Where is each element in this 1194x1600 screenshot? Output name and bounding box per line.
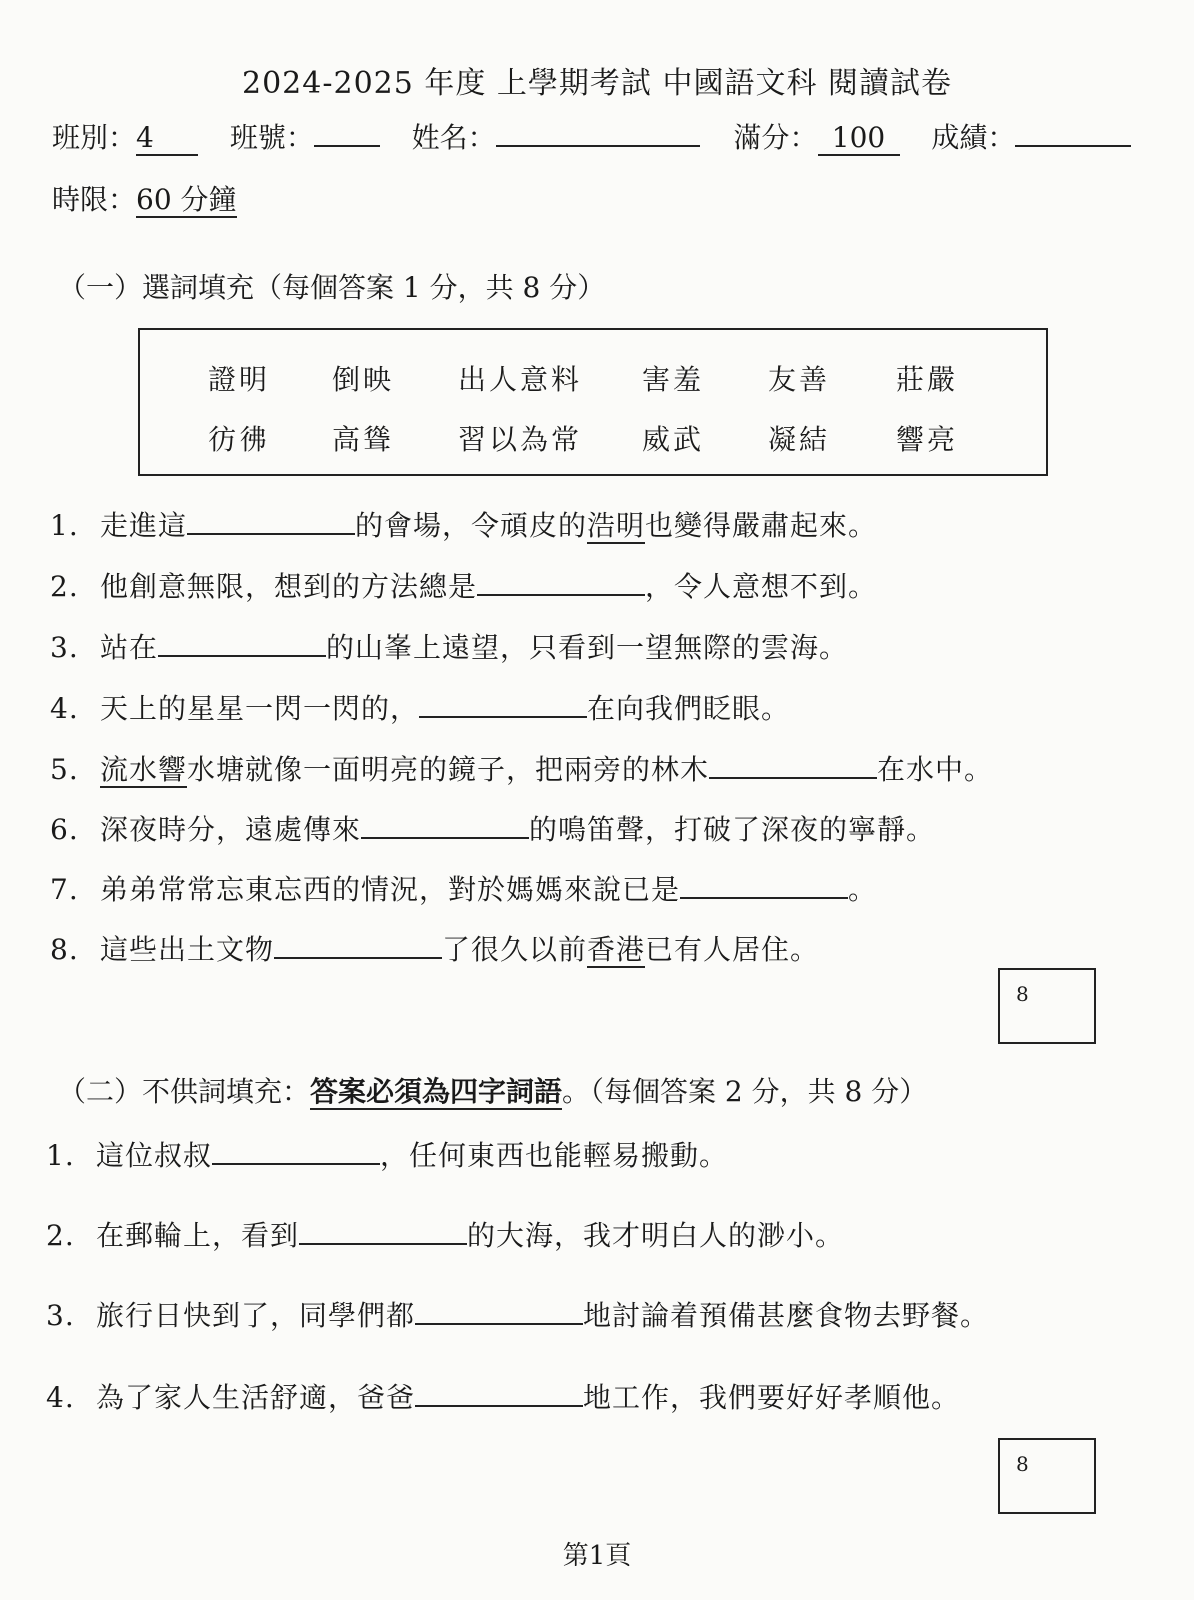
question-number: 7. [50,873,79,906]
question-row [46,1214,844,1254]
answer-blank[interactable] [187,509,355,535]
question-row [50,928,819,968]
question-text: 的鳴笛聲，打破了深夜的寧靜。 [529,813,936,846]
question-row [50,868,877,908]
question-number: 1. [46,1139,75,1172]
name-field[interactable] [496,145,700,147]
question-text: 他創意無限，想到的方法總是 [100,570,478,603]
question-text: 走進這 [100,509,188,542]
student-info-row [52,116,1131,156]
class-field[interactable] [136,123,198,156]
question-text: ，令人意想不到。 [645,570,878,603]
word-bank-item: 證明 [208,363,271,396]
question-text: 了很久以前 [442,933,588,966]
question-number: 3. [46,1299,75,1332]
page-title: 2024-2025 年度 上學期考試 中國語文科 閱讀試卷 [242,66,952,101]
proper-noun: 流水響 [100,753,188,786]
question-number: 8. [50,933,79,966]
word-bank-item: 響亮 [896,423,959,456]
question-row [50,687,790,727]
section1-title: （一）選詞填充（每個答案 1 分，共 8 分） [58,271,606,304]
answer-blank[interactable] [477,570,645,596]
question-row [46,1294,989,1334]
word-bank-item: 凝結 [768,423,831,456]
question-number: 5. [50,753,79,786]
proper-noun: 香港 [587,933,646,966]
question-row [50,808,935,848]
question-text: 旅行日快到了，同學們都 [96,1299,416,1332]
question-text: 這些出土文物 [100,933,275,966]
question-row [50,626,848,666]
question-number: 6. [50,813,79,846]
question-text: 。 [848,873,878,906]
question-number: 2. [50,570,79,603]
question-text: ，任何東西也能輕易搬動。 [380,1139,729,1172]
answer-blank[interactable] [415,1299,583,1325]
answer-blank[interactable] [299,1219,467,1245]
time-label: 時限： [52,183,137,216]
answer-blank[interactable] [274,933,442,959]
question-text: 在水中。 [877,753,994,786]
word-bank-item: 倒映 [332,363,395,396]
page-number: 第1頁 [562,1541,632,1571]
answer-blank[interactable] [212,1139,380,1165]
class-value: 4 [136,121,154,154]
question-number: 4. [50,692,79,725]
time-value: 60 分鐘 [136,183,237,216]
number-label: 班號： [229,121,314,154]
answer-blank[interactable] [680,873,848,899]
word-bank-item: 威武 [642,423,705,456]
question-text: 在向我們眨眼。 [587,692,791,725]
question-text: 天上的星星一閃一閃的， [100,692,420,725]
question-text: 已有人居住。 [645,933,820,966]
question-number: 2. [46,1219,75,1252]
question-row [50,565,877,605]
section2-score-value: 8 [1016,1452,1029,1476]
question-text: 站在 [100,631,159,664]
question-number: 3. [50,631,79,664]
answer-blank[interactable] [158,631,326,657]
question-text: 弟弟常常忘東忘西的情況，對於媽媽來說已是 [100,873,681,906]
number-field[interactable] [314,145,380,147]
section2-score-box[interactable] [998,1438,1096,1514]
word-bank-item: 莊嚴 [896,363,959,396]
answer-blank[interactable] [415,1381,583,1407]
question-text: 地討論着預備甚麼食物去野餐。 [583,1299,990,1332]
answer-blank[interactable] [361,813,529,839]
question-text: 為了家人生活舒適，爸爸 [96,1381,416,1414]
word-bank-item: 高聳 [332,423,395,456]
section2-title-a: （二）不供詞填充： [58,1075,311,1108]
word-bank [138,328,1048,476]
section2-title-emphasis: 答案必須為四字詞語 [310,1075,563,1108]
word-bank-item: 習以為常 [458,423,583,456]
answer-blank[interactable] [419,692,587,718]
answer-blank[interactable] [709,753,877,779]
word-bank-item: 彷彿 [208,423,271,456]
word-bank-item: 害羞 [642,363,705,396]
time-limit-row [52,178,237,218]
question-text: 地工作，我們要好好孝順他。 [583,1381,961,1414]
score-field[interactable] [1015,145,1131,147]
word-bank-item: 出人意料 [458,363,583,396]
question-text: 也變得嚴肅起來。 [645,509,878,542]
question-row [46,1376,960,1416]
word-bank-item: 友善 [768,363,831,396]
question-text: 深夜時分，遠處傳來 [100,813,362,846]
question-row [46,1134,728,1174]
section2-title [58,1070,927,1110]
question-number: 4. [46,1381,75,1414]
question-text: 水塘就像一面明亮的鏡子，把兩旁的林木 [187,753,710,786]
section1-score-box[interactable] [998,968,1096,1044]
question-text: 的大海，我才明白人的渺小。 [467,1219,845,1252]
score-label: 成績： [931,121,1016,154]
section2-title-c: 。（每個答案 2 分，共 8 分） [562,1075,928,1108]
full-marks-value: 100 [818,123,900,156]
question-text: 在郵輪上，看到 [96,1219,300,1252]
class-label: 班別： [52,121,137,154]
question-row [50,504,877,544]
section1-score-value: 8 [1016,982,1029,1006]
name-label: 姓名： [411,121,496,154]
proper-noun: 浩明 [587,509,646,542]
question-text: 的會場，令頑皮的 [355,509,588,542]
question-row [50,748,993,788]
question-text: 的山峯上遠望，只看到一望無際的雲海。 [326,631,849,664]
question-number: 1. [50,509,79,542]
question-text: 這位叔叔 [96,1139,213,1172]
full-marks-label: 滿分： [733,121,818,154]
